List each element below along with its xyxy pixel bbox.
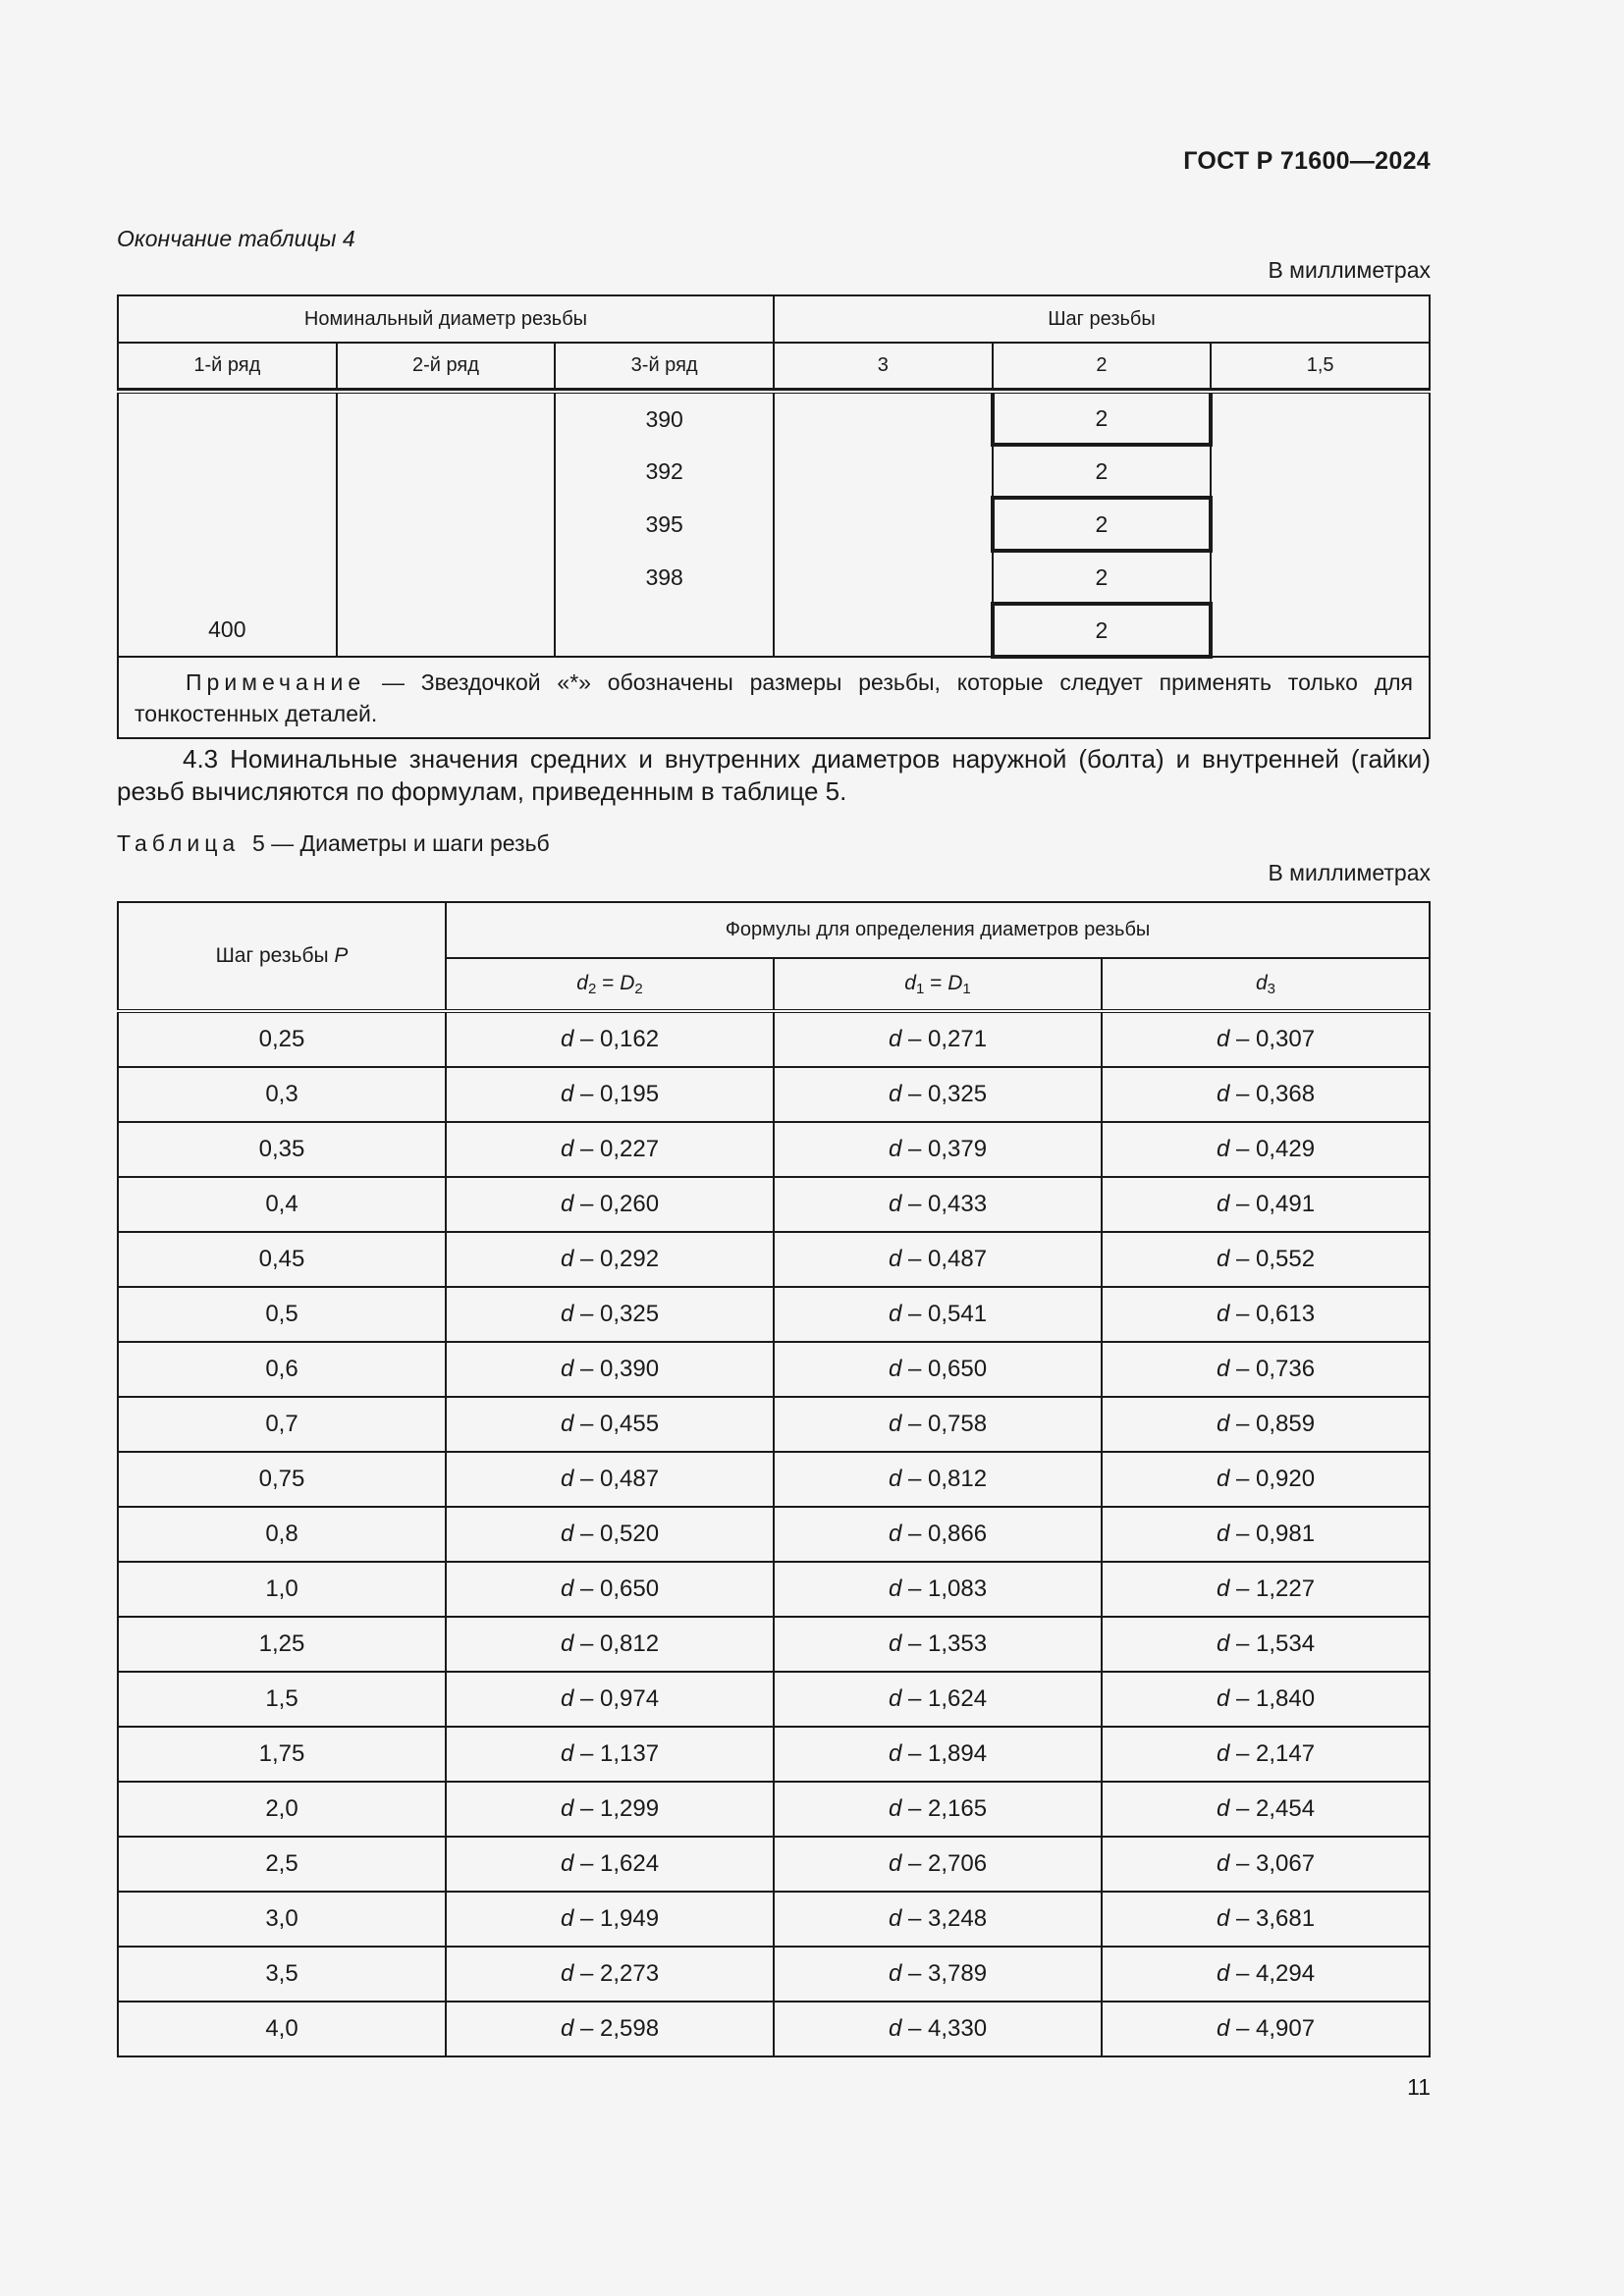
table-row [118, 445, 1430, 498]
table4-units: В миллиметрах [1268, 257, 1431, 283]
header-pitch-1-5: 1,5 [1211, 343, 1430, 389]
cell-d2-formula: d – 1,137 [446, 1727, 774, 1782]
cell-pitch: 1,5 [118, 1672, 446, 1727]
table-row [118, 1837, 1430, 1892]
cell-d3-formula: d – 0,368 [1102, 1067, 1430, 1122]
cell-d3-formula: d – 0,552 [1102, 1232, 1430, 1287]
cell-pitch-2: 2 [993, 604, 1212, 657]
cell-d2-formula: d – 0,227 [446, 1122, 774, 1177]
cell-d1-formula: d – 2,706 [774, 1837, 1102, 1892]
cell-row-1: 400 [118, 604, 337, 657]
header-pitch-3: 3 [774, 343, 993, 389]
table-row [118, 498, 1430, 551]
cell-d1-formula: d – 0,758 [774, 1397, 1102, 1452]
cell-d2-formula: d – 0,195 [446, 1067, 774, 1122]
cell-d1-formula: d – 1,894 [774, 1727, 1102, 1782]
table-row [118, 1287, 1430, 1342]
table-row [118, 1947, 1430, 2002]
cell-pitch: 0,3 [118, 1067, 446, 1122]
cell-d1-formula: d – 3,248 [774, 1892, 1102, 1947]
header-row-2: 2-й ряд [337, 343, 556, 389]
header-formulas: Формулы для определения диаметров резьбы [446, 902, 1430, 958]
cell-d1-formula: d – 1,083 [774, 1562, 1102, 1617]
cell-d3-formula: d – 1,227 [1102, 1562, 1430, 1617]
table-4 [117, 294, 1431, 739]
table-row [118, 1342, 1430, 1397]
cell-d2-formula: d – 0,292 [446, 1232, 774, 1287]
cell-d2-formula: d – 0,455 [446, 1397, 774, 1452]
table-row [118, 1452, 1430, 1507]
table-row [118, 1122, 1430, 1177]
cell-d3-formula: d – 1,534 [1102, 1617, 1430, 1672]
cell-d3-formula: d – 0,920 [1102, 1452, 1430, 1507]
cell-pitch: 0,4 [118, 1177, 446, 1232]
cell-row-3 [555, 604, 774, 657]
cell-pitch: 0,8 [118, 1507, 446, 1562]
header-nominal-diameter: Номинальный диаметр резьбы [118, 295, 774, 343]
cell-pitch: 3,0 [118, 1892, 446, 1947]
header-d2: $d_2 = D_2$ [446, 958, 774, 1011]
table-row [118, 392, 1430, 445]
cell-d2-formula: d – 0,162 [446, 1011, 774, 1067]
cell-pitch: 0,35 [118, 1122, 446, 1177]
cell-d1-formula: d – 1,353 [774, 1617, 1102, 1672]
header-d1: $d_1 = D_1$ [774, 958, 1102, 1011]
cell-d1-formula: d – 3,789 [774, 1947, 1102, 2002]
table-row [118, 1507, 1430, 1562]
table5-caption [117, 830, 550, 857]
cell-row-1 [118, 445, 337, 498]
cell-d1-formula: d – 0,433 [774, 1177, 1102, 1232]
document-code: ГОСТ Р 71600—2024 [1183, 147, 1431, 175]
cell-d1-formula: d – 0,325 [774, 1067, 1102, 1122]
cell-row-1 [118, 498, 337, 551]
cell-pitch: 1,75 [118, 1727, 446, 1782]
table-row [118, 1177, 1430, 1232]
page-number: 11 [1407, 2074, 1431, 2100]
table5-units: В миллиметрах [1268, 860, 1431, 885]
cell-d3-formula: d – 0,736 [1102, 1342, 1430, 1397]
note-text: — Звездочкой «*» обозначены размеры резьбы, которые следует применять только для тонкостенных деталей. [135, 669, 1413, 726]
cell-d3-formula: d – 0,491 [1102, 1177, 1430, 1232]
table-row [118, 1672, 1430, 1727]
cell-d1-formula: d – 0,487 [774, 1232, 1102, 1287]
cell-d1-formula: d – 0,812 [774, 1452, 1102, 1507]
cell-d2-formula: d – 2,598 [446, 2002, 774, 2056]
cell-pitch-2: 2 [993, 392, 1212, 445]
cell-d3-formula: d – 4,294 [1102, 1947, 1430, 2002]
table-row [118, 2002, 1430, 2056]
cell-pitch: 0,75 [118, 1452, 446, 1507]
cell-pitch: 1,0 [118, 1562, 446, 1617]
table5-caption-text: 5 — Диаметры и шаги резьб [251, 830, 550, 856]
header-thread-pitch: Шаг резьбы [774, 295, 1430, 343]
cell-pitch: 2,5 [118, 1837, 446, 1892]
cell-pitch-2: 2 [993, 498, 1212, 551]
cell-pitch: 0,45 [118, 1232, 446, 1287]
table-5 [117, 901, 1431, 2057]
table5-body [118, 1011, 1430, 2056]
cell-pitch: 2,0 [118, 1782, 446, 1837]
header-d3: $d_3$ [1102, 958, 1430, 1011]
table4-continuation-caption: Окончание таблицы 4 [117, 226, 355, 251]
cell-d2-formula: d – 1,624 [446, 1837, 774, 1892]
header-row-1: 1-й ряд [118, 343, 337, 389]
cell-d2-formula: d – 2,273 [446, 1947, 774, 2002]
table-row [118, 1397, 1430, 1452]
cell-d2-formula: d – 0,520 [446, 1507, 774, 1562]
table-row [118, 1562, 1430, 1617]
cell-d1-formula: d – 0,541 [774, 1287, 1102, 1342]
cell-d2-formula: d – 1,949 [446, 1892, 774, 1947]
cell-d2-formula: d – 0,974 [446, 1672, 774, 1727]
cell-d3-formula: d – 0,981 [1102, 1507, 1430, 1562]
cell-d2-formula: d – 0,487 [446, 1452, 774, 1507]
cell-pitch-2: 2 [993, 551, 1212, 604]
table-row [118, 1782, 1430, 1837]
cell-pitch: 0,7 [118, 1397, 446, 1452]
cell-row-3: 392 [555, 445, 774, 498]
cell-d1-formula: d – 1,624 [774, 1672, 1102, 1727]
cell-d2-formula: d – 0,325 [446, 1287, 774, 1342]
table-row [118, 1011, 1430, 1067]
cell-pitch: 3,5 [118, 1947, 446, 2002]
cell-d3-formula: d – 2,147 [1102, 1727, 1430, 1782]
table-row [118, 604, 1430, 657]
table-row [118, 1727, 1430, 1782]
cell-row-3: 395 [555, 498, 774, 551]
header-pitch-p: Шаг резьбы P [118, 902, 446, 1011]
header-pitch-2: 2 [993, 343, 1212, 389]
cell-pitch-2: 2 [993, 445, 1212, 498]
cell-d2-formula: d – 1,299 [446, 1782, 774, 1837]
cell-d3-formula: d – 1,840 [1102, 1672, 1430, 1727]
cell-row-1 [118, 392, 337, 445]
cell-d1-formula: d – 4,330 [774, 2002, 1102, 2056]
cell-row-3: 398 [555, 551, 774, 604]
cell-d2-formula: d – 0,260 [446, 1177, 774, 1232]
cell-d3-formula: d – 3,067 [1102, 1837, 1430, 1892]
note-label: Примечание [186, 669, 366, 695]
cell-d3-formula: d – 0,429 [1102, 1122, 1430, 1177]
cell-d3-formula: d – 0,613 [1102, 1287, 1430, 1342]
cell-row-1 [118, 551, 337, 604]
cell-d3-formula: d – 3,681 [1102, 1892, 1430, 1947]
cell-pitch: 0,6 [118, 1342, 446, 1397]
cell-row-3: 390 [555, 392, 774, 445]
table4-note [118, 657, 1430, 738]
cell-d1-formula: d – 0,866 [774, 1507, 1102, 1562]
cell-d2-formula: d – 0,812 [446, 1617, 774, 1672]
table-row [118, 551, 1430, 604]
cell-pitch: 0,5 [118, 1287, 446, 1342]
cell-d1-formula: d – 2,165 [774, 1782, 1102, 1837]
cell-d1-formula: d – 0,271 [774, 1011, 1102, 1067]
table-row [118, 1067, 1430, 1122]
cell-pitch: 1,25 [118, 1617, 446, 1672]
table-row [118, 1617, 1430, 1672]
header-row-3: 3-й ряд [555, 343, 774, 389]
cell-d1-formula: d – 0,650 [774, 1342, 1102, 1397]
cell-d3-formula: d – 0,859 [1102, 1397, 1430, 1452]
cell-pitch: 4,0 [118, 2002, 446, 2056]
cell-d3-formula: d – 0,307 [1102, 1011, 1430, 1067]
cell-pitch: 0,25 [118, 1011, 446, 1067]
cell-d1-formula: d – 0,379 [774, 1122, 1102, 1177]
table-row [118, 1232, 1430, 1287]
cell-d3-formula: d – 4,907 [1102, 2002, 1430, 2056]
paragraph-4-3: 4.3 Номинальные значения средних и внутренних диаметров наружной (болта) и внутренней (гайки) резьб вычисляются по формулам, приведенным в таблице 5. [117, 744, 1431, 806]
cell-d3-formula: d – 2,454 [1102, 1782, 1430, 1837]
cell-d2-formula: d – 0,650 [446, 1562, 774, 1617]
cell-d2-formula: d – 0,390 [446, 1342, 774, 1397]
table5-caption-label: Таблица [117, 830, 241, 856]
table-row [118, 1892, 1430, 1947]
